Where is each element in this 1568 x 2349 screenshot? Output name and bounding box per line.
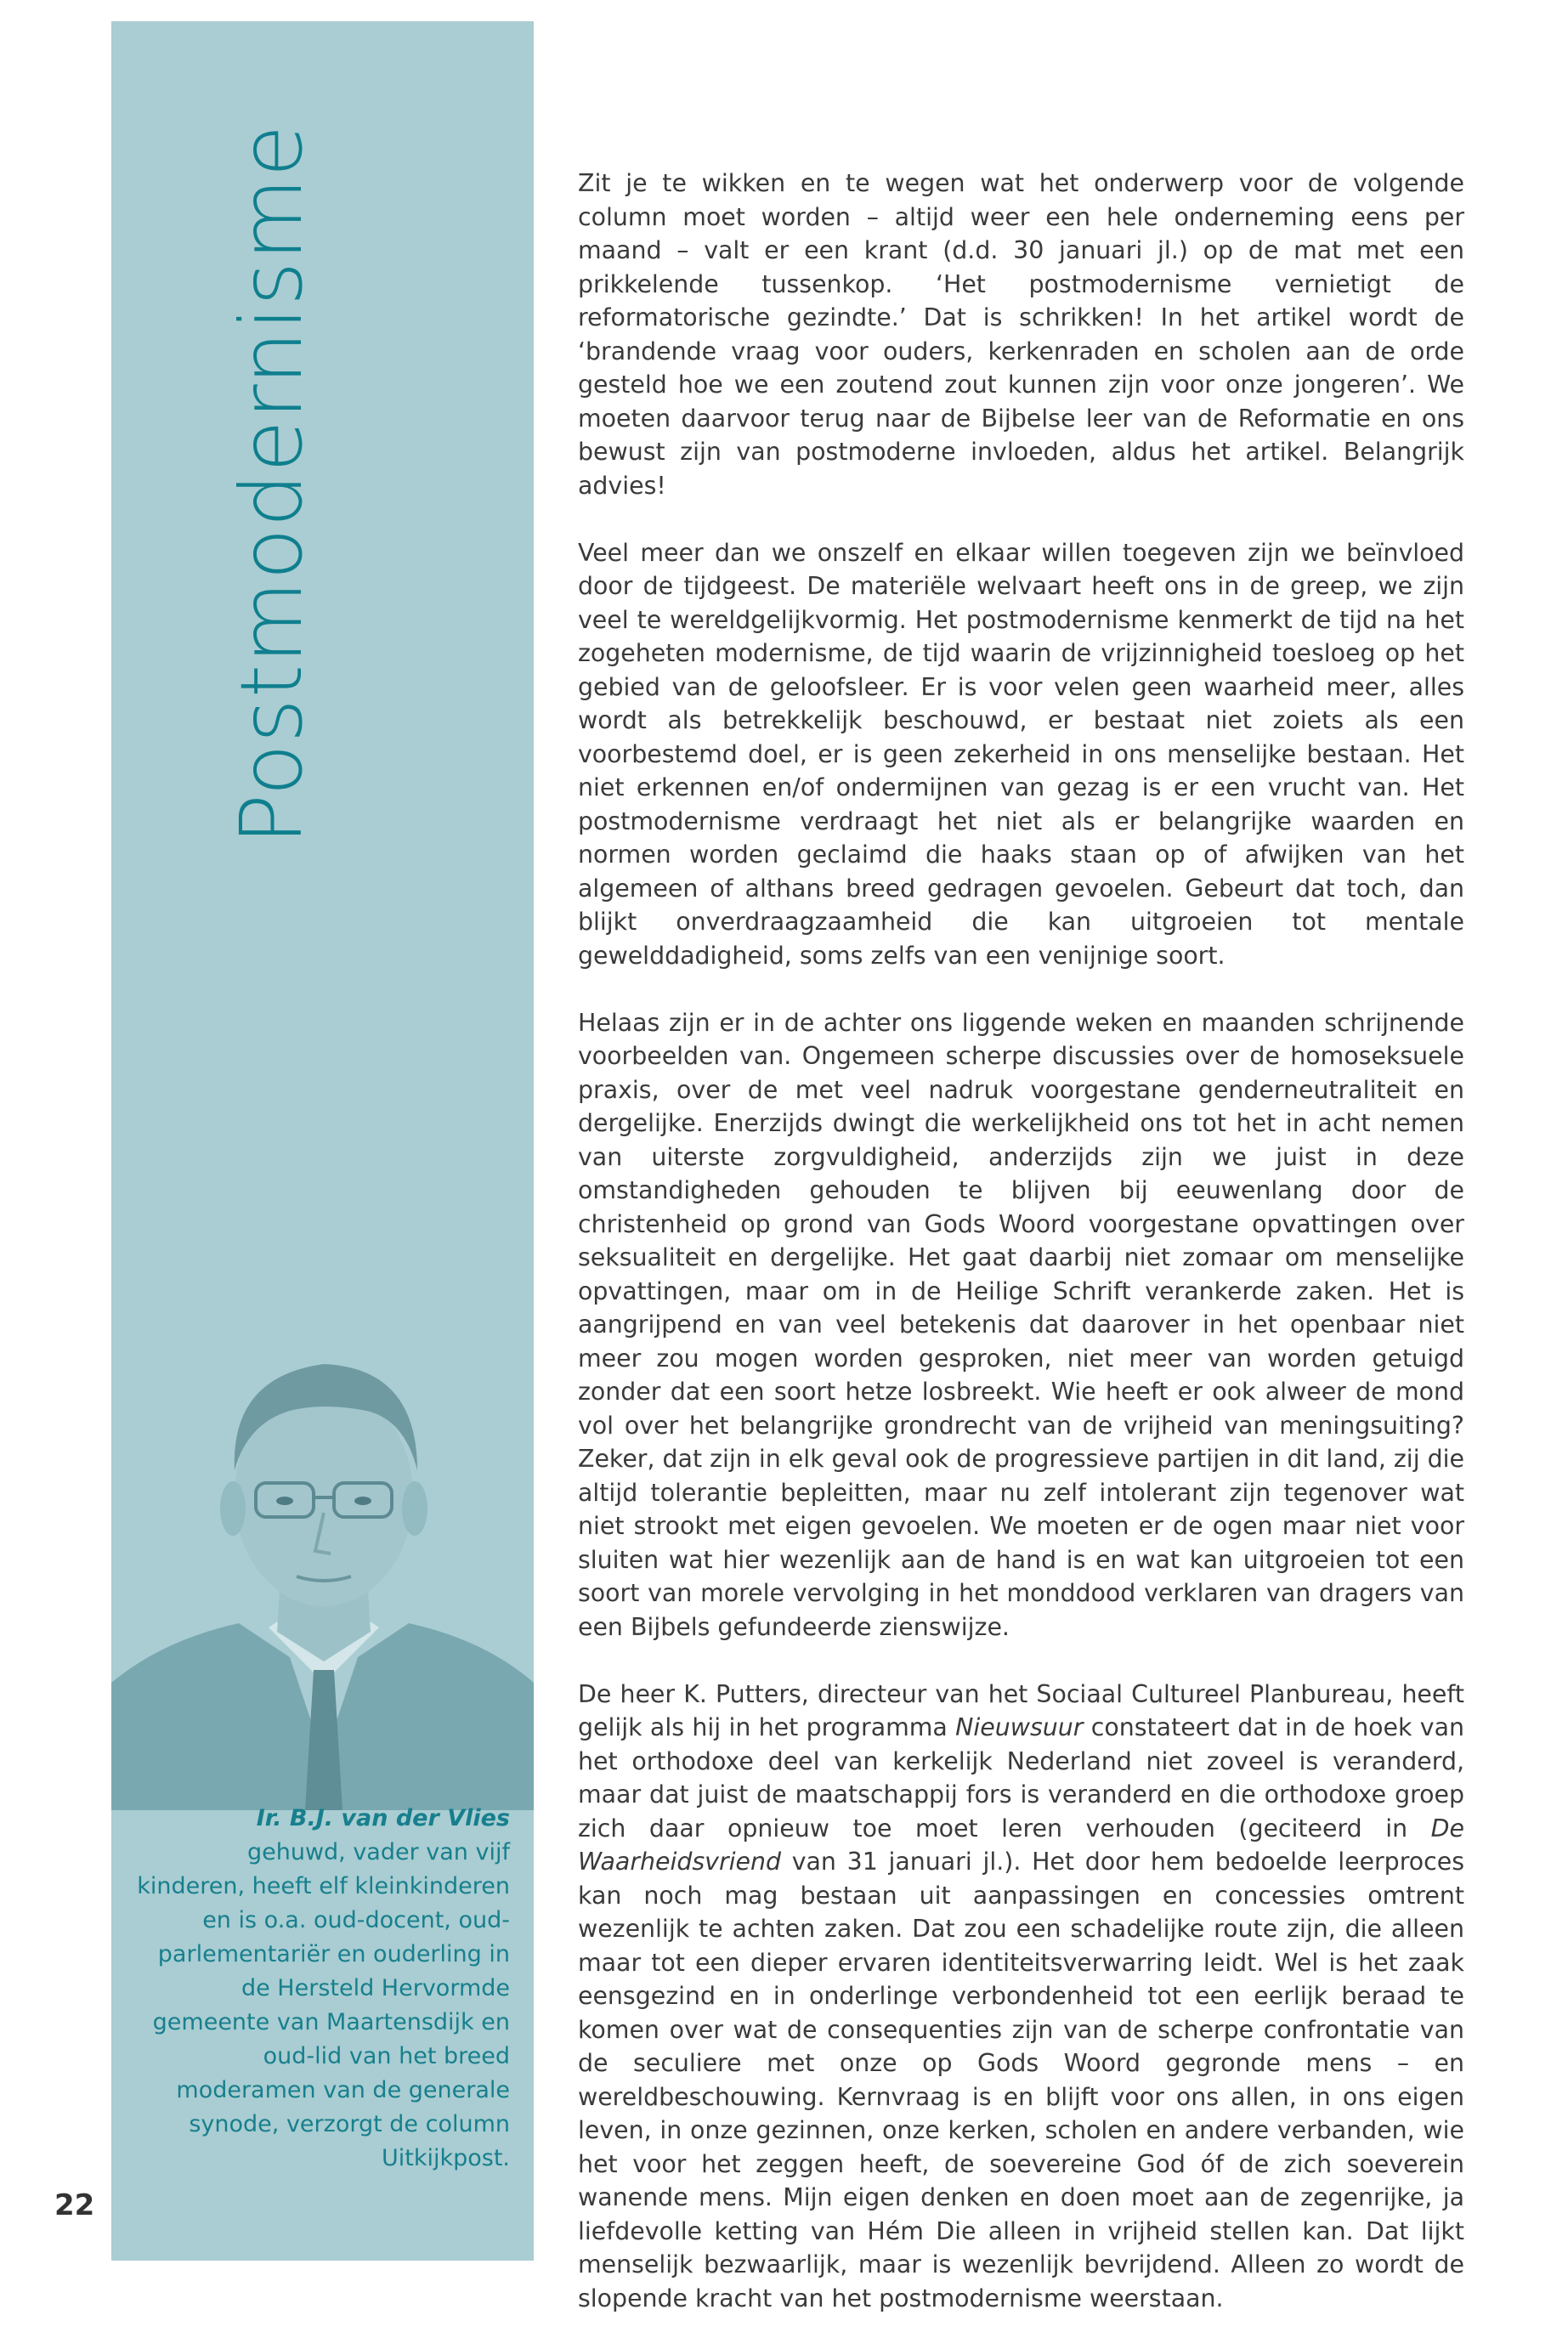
article-body bbox=[578, 167, 1464, 2349]
publication-name: De Waarheidsvriend bbox=[578, 1814, 1464, 1876]
article-text: De heer K. Putters, directeur van het Sociaal Cultureel Planbureau, heeft gelijk als hij in het programma bbox=[578, 1679, 1464, 1741]
author-name: Ir. B.J. van der Vlies bbox=[256, 1805, 510, 1831]
page-title: Postmodernisme bbox=[222, 123, 321, 846]
author-description: gehuwd, vader van vijf kinderen, heeft elf kleinkinderen en is o.a. oud-docent, oud-parlementariër en ouderling in de Hersteld Hervormde gemeente van Maartensdijk en oud-lid van het breed moderamen van de generale synode, verzorgt de column Uitkijkpost. bbox=[137, 1839, 510, 2171]
article-text: constateert dat in de hoek van het orthodoxe deel van kerkelijk Nederland niet zoveel is veranderd, maar dat juist de maatschappij fors is veranderd en die orthodoxe groep zich daar opnieuw toe moet leren verhouden (geciteerd in bbox=[578, 1713, 1464, 1842]
author-portrait-image bbox=[111, 1283, 534, 1810]
author-portrait bbox=[111, 1283, 534, 1810]
page-number: 22 bbox=[54, 2188, 95, 2222]
article-text: van 31 januari jl.). Het door hem bedoelde leerproces kan noch mag bestaan uit aanpassingen en concessies omtrent wezenlijk te achten zaken. Dat zou een schadelijke route zijn, die alleen maar tot een dieper ervaren identiteitsverwarring leidt. Wel is het zaak eensgezind en in onderlinge verbondenheid tot een eerlijk beraad te komen over wat de consequenties zijn van de scherpe confrontatie van de seculiere met onze op Gods Woord gegronde mens – en wereldbeschouwing. Kernvraag is en blijft voor ons allen, in ons eigen leven, in onze gezinnen, onze kerken, scholen en andere verbanden, wie het voor het zeggen heeft, de soevereine God óf de zich soeverein wanende mens. Mijn eigen denken en doen moet aan de zegenrijke, ja liefdevolle ketting van Hém Die alleen in vrijheid stellen kan. Dat lijkt menselijk bezwaarlijk, maar is wezenlijk bevrijdend. Alleen zo wordt de slopende kracht van het postmodernisme weerstaan. bbox=[578, 1848, 1464, 2312]
article-paragraph-4 bbox=[578, 1678, 1464, 2316]
program-name: Nieuwsuur bbox=[955, 1713, 1084, 1741]
page-title-vertical bbox=[195, 123, 348, 846]
author-bio bbox=[136, 1802, 510, 2176]
article-paragraph-3: Helaas zijn er in de achter ons liggende weken en maanden schrijnende voorbeelden van. Ongemeen scherpe discussies over de homoseksuele praxis, over de met veel nadruk voorgestane genderneutraliteit en dergelijke. Enerzijds dwingt die werkelijkheid ons tot het in acht nemen van uiterste zorgvuldigheid, anderzijds zijn we juist in deze omstandigheden gehouden te blijven bij eeuwenlang door de christenheid op grond van Gods Woord voorgestane opvattingen over seksualiteit en dergelijke. Het gaat daarbij niet zomaar om menselijke opvattingen, maar om in de Heilige Schrift verankerde zaken. Het is aangrijpend en van veel betekenis dat daarover in het openbaar niet meer zou mogen worden gesproken, niet meer van worden getuigd zonder dat een soort hetze losbreekt. Wie heeft er ook alweer de mond vol over het belangrijke grondrecht van de vrijheid van meningsuiting? Zeker, dat zijn in elk geval ook de progressieve partijen in dit land, zij die altijd tolerantie bepleitten, maar nu zelf intolerant zijn tegenover wat niet strookt met eigen gevoelen. We moeten er de ogen maar niet voor sluiten wat hier wezenlijk aan de hand is en wat kan uitgroeien tot een soort van morele vervolging in het monddood verklaren van dragers van een Bijbels gefundeerde zienswijze. bbox=[578, 1008, 1464, 1641]
article-paragraph-1: Zit je te wikken en te wegen wat het onderwerp voor de volgende column moet worden – altijd weer een hele onderneming eens per maand – valt er een krant (d.d. 30 januari jl.) op de mat met een prikkelende tussenkop. ‘Het postmodernisme vernietigt de reformatorische gezindte.’ Dat is schrikken! In het artikel wordt de ‘brandende vraag voor ouders, kerkenraden en scholen aan de orde gesteld hoe we een zoutend zout kunnen zijn voor onze jongeren’. We moeten daarvoor terug naar de Bijbelse leer van de Reformatie en ons bewust zijn van postmoderne invloeden, aldus het artikel. Belangrijk advies! bbox=[578, 169, 1464, 500]
article-paragraph-2: Veel meer dan we onszelf en elkaar willen toegeven zijn we beïnvloed door de tijdgeest. De materiële welvaart heeft ons in de greep, we zijn veel te wereldgelijkvormig. Het postmodernisme kenmerkt de tijd na het zogeheten modernisme, de tijd waarin de vrijzinnigheid toesloeg op het gebied van de geloofsleer. Er is voor velen geen waarheid meer, alles wordt als betrekkelijk beschouwd, er bestaat niet zoiets als een voorbestemd doel, er is geen zekerheid in ons menselijke bestaan. Het niet erkennen en/of ondermijnen van gezag is er een vrucht van. Het postmodernisme verdraagt het niet als er belangrijke waarden en normen worden geclaimd die haaks staan op of afwijken van het algemeen of althans breed gedragen gevoelen. Gebeurt dat toch, dan blijkt onverdraagzaamheid die kan uitgroeien tot mentale gewelddadigheid, soms zelfs van een venijnige soort. bbox=[578, 538, 1464, 970]
